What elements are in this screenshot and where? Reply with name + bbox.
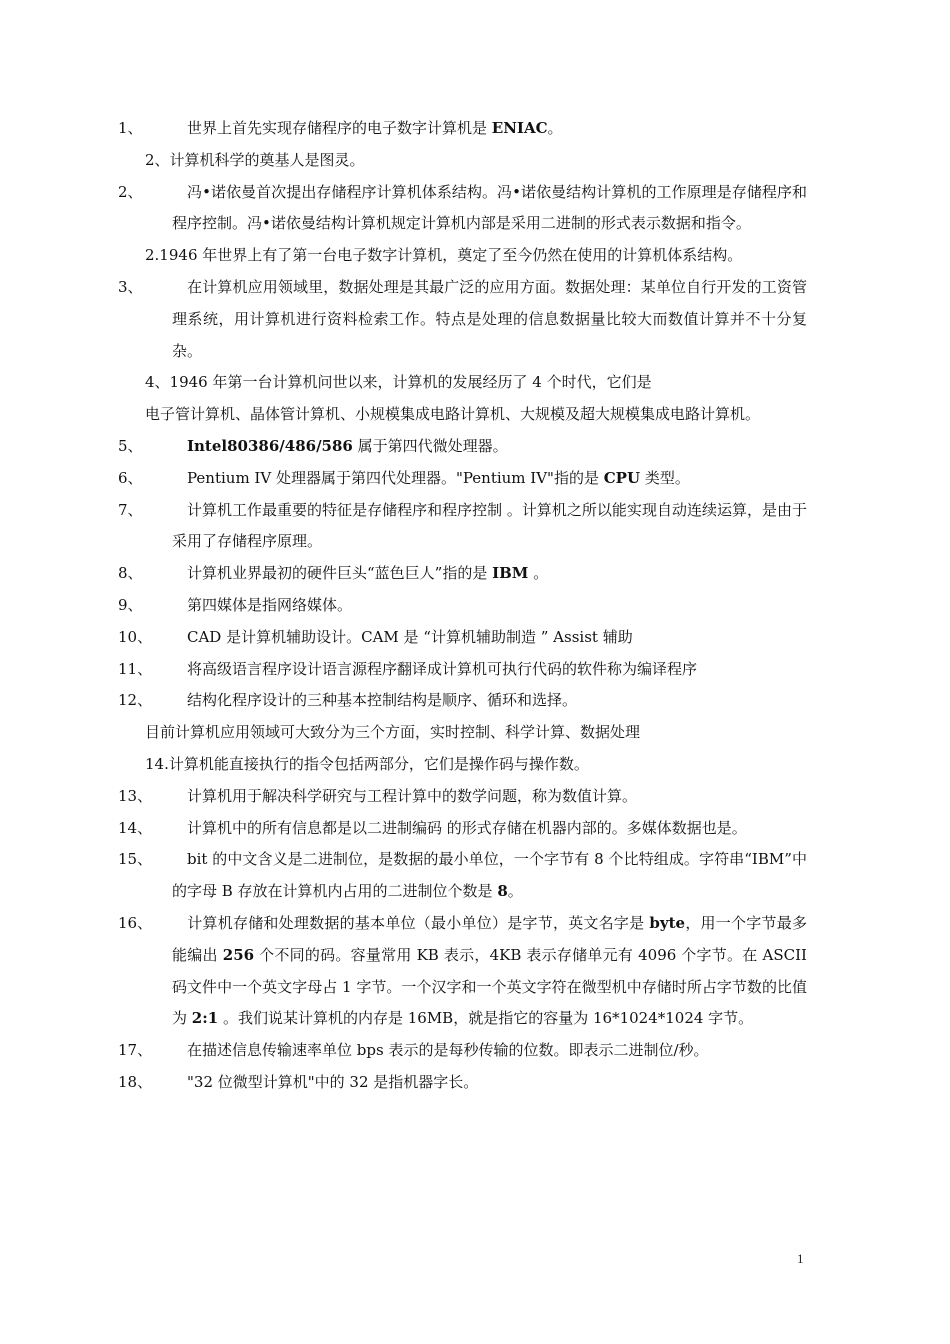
text-run: 14.计算机能直接执行的指令包括两部分，它们是操作码与操作数。: [145, 754, 589, 773]
page-number: 1: [797, 1251, 804, 1266]
paragraph: [118, 177, 807, 241]
item-number: 16、: [118, 913, 153, 932]
paragraph: [118, 622, 807, 654]
paragraph: [118, 1067, 807, 1099]
bold-text: CPU: [603, 468, 641, 487]
paragraph: [118, 813, 807, 845]
text-run: 属于第四代微处理器。: [352, 436, 508, 455]
item-number: 1、: [118, 119, 143, 137]
paragraph: [118, 590, 807, 622]
paragraph: [145, 367, 807, 399]
text-run: 计算机用于解决科学研究与工程计算中的数学问题，称为数值计算。: [187, 786, 638, 805]
text-run: 。: [528, 564, 549, 583]
text-run: Pentium IV 处理器属于第四代处理器。"Pentium IV"指的是: [187, 468, 604, 487]
text-run: 电子管计算机、晶体管计算机、小规模集成电路计算机、大规模及超大规模集成电路计算机。: [145, 405, 761, 424]
text-run: 计算机工作最重要的特征是存储程序和程序控制 。计算机之所以能实现自动连续运算，是由于采用了存储程序原理。: [172, 500, 807, 551]
text-run: 。: [547, 119, 563, 137]
item-number: 8、: [118, 564, 143, 583]
paragraph: [118, 431, 807, 463]
text-run: CAD 是计算机辅助设计。CAM 是 “计算机辅助制造 ” Assist 辅助: [187, 627, 633, 646]
bold-text: IBM: [492, 564, 529, 583]
item-number: 2、: [118, 182, 143, 201]
text-run: ，用一个字节最多能编出: [172, 913, 807, 964]
text-run: 。我们说某计算机的内存是 16MB，就是指它的容量为 16*1024*1024 字节。: [218, 1009, 754, 1028]
text-run: 计算机存储和处理数据的基本单位（最小单位）是字节，英文名字是: [187, 913, 650, 932]
text-run: 在描述信息传输速率单位 bps 表示的是每秒传输的位数。即表示二进制位/秒。: [187, 1041, 709, 1060]
paragraph: [118, 558, 807, 590]
paragraph: [118, 113, 807, 145]
text-run: 2.1946 年世界上有了第一台电子数字计算机，奠定了至今仍然在使用的计算机体系结构。: [145, 246, 743, 265]
item-number: 17、: [118, 1041, 153, 1060]
paragraph: [145, 749, 807, 781]
paragraph: [145, 145, 807, 177]
text-run: 类型。: [640, 468, 690, 487]
text-run: 结构化程序设计的三种基本控制结构是顺序、循环和选择。: [187, 691, 578, 710]
item-number: 10、: [118, 627, 153, 646]
text-run: 4、1946 年第一台计算机问世以来，计算机的发展经历了 4 个时代，它们是: [145, 373, 652, 392]
item-number: 9、: [118, 595, 143, 614]
paragraph: [118, 1035, 807, 1067]
paragraph: [118, 908, 807, 1035]
item-number: 3、: [118, 277, 143, 296]
item-number: 6、: [118, 468, 143, 487]
paragraph: [118, 844, 807, 908]
text-run: bit 的中文含义是二进制位，是数据的最小单位，一个字节有 8 个比特组成。字符串“IBM”中的字母 B 存放在计算机内占用的二进制位个数是: [172, 850, 807, 901]
paragraph: [118, 781, 807, 813]
text-run: 第四媒体是指网络媒体。: [187, 595, 353, 614]
paragraph: [118, 463, 807, 495]
item-number: 14、: [118, 818, 153, 837]
bold-text: 8: [497, 882, 508, 901]
text-run: 世界上首先实现存储程序的电子数字计算机是: [187, 119, 492, 137]
paragraph: [118, 495, 807, 559]
item-number: 11、: [118, 659, 153, 678]
text-run: "32 位微型计算机"中的 32 是指机器字长。: [187, 1072, 479, 1091]
paragraph: [145, 717, 807, 749]
paragraph: [118, 272, 807, 367]
paragraph: [145, 240, 807, 272]
text-run: 。: [507, 882, 523, 901]
text-run: 计算机业界最初的硬件巨头“蓝色巨人”指的是: [187, 564, 493, 583]
bold-text: 2:1: [191, 1009, 219, 1028]
paragraph: [145, 399, 807, 431]
paragraph: [118, 685, 807, 717]
text-run: 计算机中的所有信息都是以二进制编码 的形式存储在机器内部的。多媒体数据也是。: [187, 818, 747, 837]
text-run: 将高级语言程序设计语言源程序翻译成计算机可执行代码的软件称为编译程序: [187, 659, 698, 678]
text-run: 目前计算机应用领域可大致分为三个方面，实时控制、科学计算、数据处理: [145, 723, 641, 742]
item-number: 15、: [118, 850, 153, 869]
text-run: 在计算机应用领域里，数据处理是其最广泛的应用方面。数据处理：某单位自行开发的工资管理系统，用计算机进行资料检索工作。特点是处理的信息数据量比较大而数值计算并不十分复杂。: [172, 277, 807, 360]
item-number: 13、: [118, 786, 153, 805]
text-run: 个不同的码。容量常用 KB 表示，4KB 表示存储单元有 4096 个字节。在 ASCII 码文件中一个英文字母占 1 字节。一个汉字和一个英文字符在微型机中存储时所占字节数的比值为: [172, 945, 807, 1028]
item-number: 7、: [118, 500, 143, 519]
item-number: 12、: [118, 691, 153, 710]
bold-text: ENIAC: [491, 119, 548, 137]
item-number: 18、: [118, 1072, 153, 1091]
bold-text: 256: [222, 945, 255, 964]
document-body: [118, 113, 807, 1099]
bold-text: byte: [649, 913, 686, 932]
bold-text: Intel80386/486/586: [187, 436, 353, 455]
text-run: 冯•诺依曼首次提出存储程序计算机体系结构。冯•诺依曼结构计算机的工作原理是存储程序和程序控制。冯•诺依曼结构计算机规定计算机内部是采用二进制的形式表示数据和指令。: [172, 182, 807, 233]
paragraph: [118, 654, 807, 686]
text-run: 2、计算机科学的奠基人是图灵。: [145, 150, 365, 169]
item-number: 5、: [118, 436, 143, 455]
